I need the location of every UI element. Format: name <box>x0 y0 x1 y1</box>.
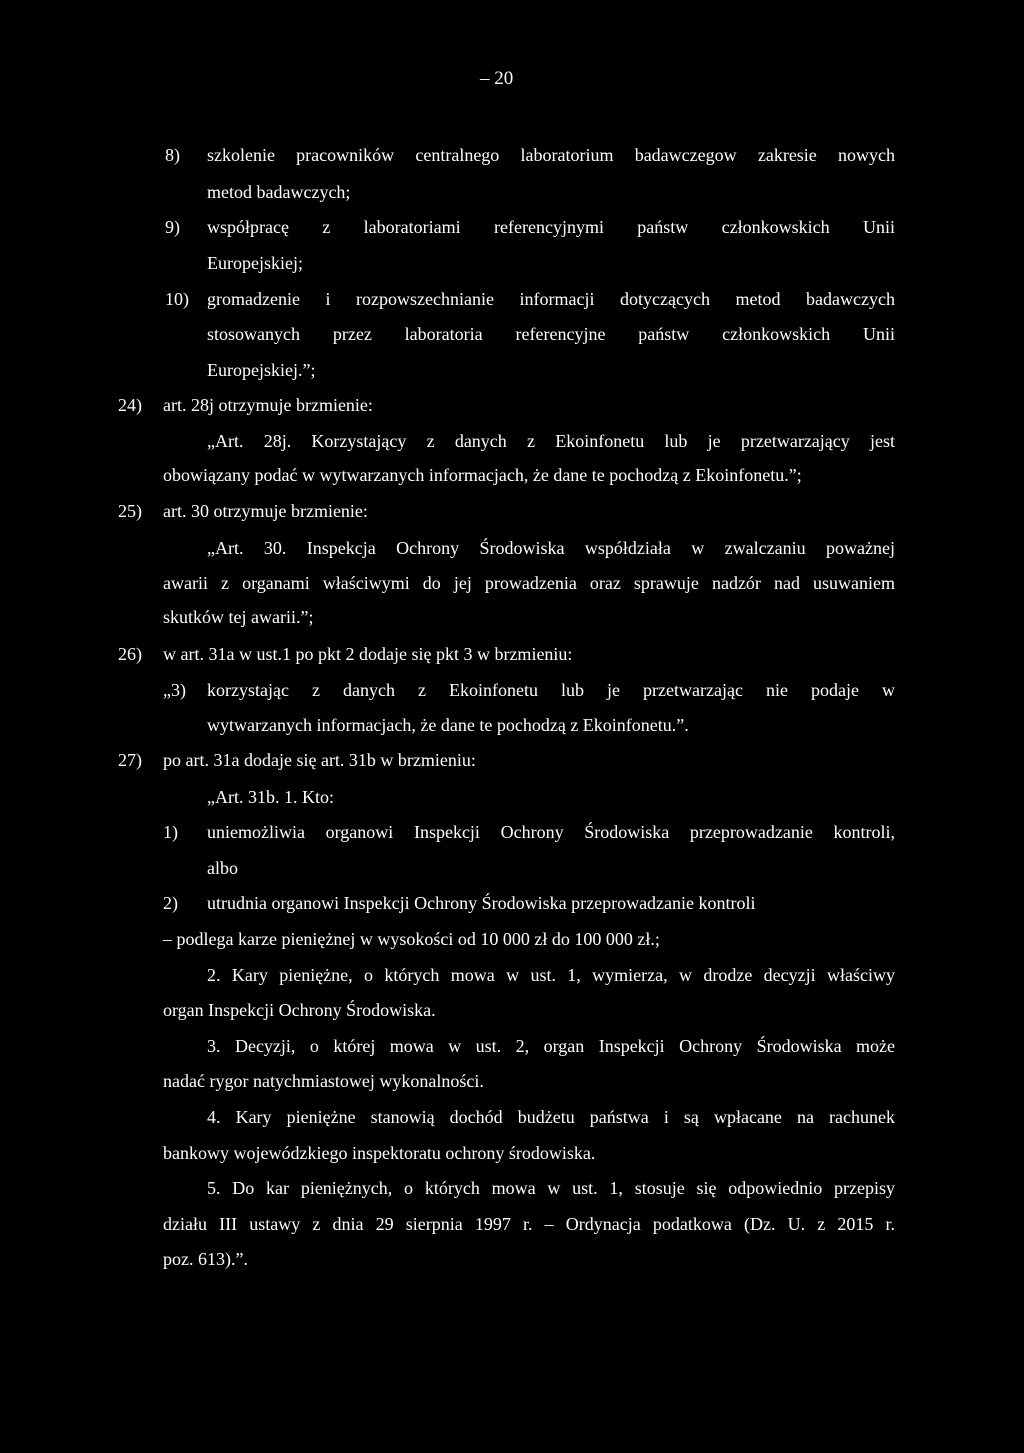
item-number: 24) <box>118 395 142 415</box>
text-line: „Art. 31b. 1. Kto: <box>207 787 334 807</box>
item-number: 2) <box>163 893 178 913</box>
text-line: współpracę z laboratoriami referencyjnymi państw członkowskich Unii <box>207 217 895 237</box>
text-line: metod badawczych; <box>207 182 351 202</box>
page-number: – 20 <box>480 68 514 89</box>
text-line: skutków tej awarii.”; <box>163 607 314 627</box>
text-line: w art. 31a w ust.1 po pkt 2 dodaje się pkt 3 w brzmieniu: <box>163 644 573 664</box>
item-number: 10) <box>165 289 189 309</box>
text-line: 5. Do kar pieniężnych, o których mowa w ust. 1, stosuje się odpowiednio przepisy <box>207 1178 895 1198</box>
item-number: 9) <box>165 217 180 237</box>
text-line: utrudnia organowi Inspekcji Ochrony Środowiska przeprowadzanie kontroli <box>207 893 756 913</box>
item-number: 25) <box>118 501 142 521</box>
text-line: „Art. 28j. Korzystający z danych z Ekoinfonetu lub je przetwarzający jest <box>207 431 895 451</box>
text-line: art. 28j otrzymuje brzmienie: <box>163 395 373 415</box>
text-line: nadać rygor natychmiastowej wykonalności. <box>163 1071 484 1091</box>
text-line: wytwarzanych informacjach, że dane te pochodzą z Ekoinfonetu.”. <box>207 715 689 735</box>
text-line: korzystając z danych z Ekoinfonetu lub je przetwarzając nie podaje w <box>207 680 895 700</box>
item-number: 1) <box>163 822 178 842</box>
item-number: 8) <box>165 145 180 165</box>
text-line: 3. Decyzji, o której mowa w ust. 2, organ Inspekcji Ochrony Środowiska może <box>207 1036 895 1056</box>
text-line: 4. Kary pieniężne stanowią dochód budżetu państwa i są wpłacane na rachunek <box>207 1107 895 1127</box>
item-number: 27) <box>118 750 142 770</box>
text-line: działu III ustawy z dnia 29 sierpnia 1997 r. – Ordynacja podatkowa (Dz. U. z 2015 r. <box>163 1214 895 1234</box>
text-line: albo <box>207 858 238 878</box>
text-line: uniemożliwia organowi Inspekcji Ochrony Środowiska przeprowadzanie kontroli, <box>207 822 895 842</box>
text-line: Europejskiej.”; <box>207 360 316 380</box>
text-line: 2. Kary pieniężne, o których mowa w ust. 1, wymierza, w drodze decyzji właściwy <box>207 965 895 985</box>
item-number: 26) <box>118 644 142 664</box>
text-line: obowiązany podać w wytwarzanych informacjach, że dane te pochodzą z Ekoinfonetu.”; <box>163 465 802 485</box>
item-number: „3) <box>163 680 186 700</box>
text-line: bankowy wojewódzkiego inspektoratu ochrony środowiska. <box>163 1143 596 1163</box>
text-line: stosowanych przez laboratoria referencyjne państw członkowskich Unii <box>207 324 895 344</box>
text-line: szkolenie pracowników centralnego laboratorium badawczegow zakresie nowych <box>207 145 895 165</box>
text-line: art. 30 otrzymuje brzmienie: <box>163 501 368 521</box>
text-line: „Art. 30. Inspekcja Ochrony Środowiska współdziała w zwalczaniu poważnej <box>207 538 895 558</box>
text-line: organ Inspekcji Ochrony Środowiska. <box>163 1000 436 1020</box>
text-line: awarii z organami właściwymi do jej prowadzenia oraz sprawuje nadzór nad usuwaniem <box>163 573 895 593</box>
text-line: gromadzenie i rozpowszechnianie informacji dotyczących metod badawczych <box>207 289 895 309</box>
text-line: poz. 613).”. <box>163 1249 248 1269</box>
text-line: Europejskiej; <box>207 253 303 273</box>
text-line: – podlega karze pieniężnej w wysokości od 10 000 zł do 100 000 zł.; <box>163 929 660 949</box>
text-line: po art. 31a dodaje się art. 31b w brzmieniu: <box>163 750 476 770</box>
